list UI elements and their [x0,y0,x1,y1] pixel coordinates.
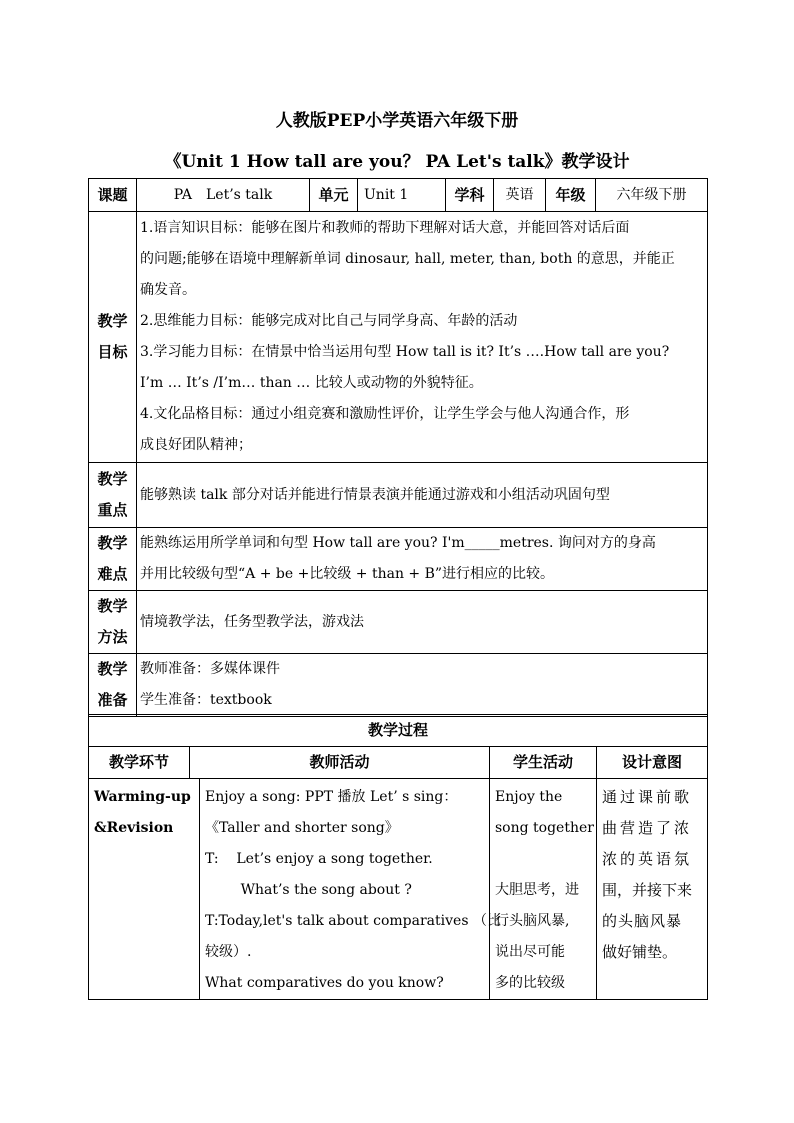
student-activity-spacer [495,844,592,875]
teacher-activity-line: T: Let’s enjoy a song together. [205,851,433,867]
goals-content [137,212,708,463]
preparation-label-2: 准备 [97,691,128,709]
design-intent-line: 浓的英语氛 [602,850,693,868]
grade-label: 年级 [546,179,596,212]
process-heading: 教学过程 [89,715,708,747]
student-activity-line: 说出尽可能 [495,944,565,960]
design-intent-line: 围，并接下来 [602,881,693,899]
methods-label-1: 教学 [97,597,128,615]
process-column-headers [89,747,708,779]
unit-value: Unit 1 [358,179,446,212]
student-activity-line: song together [495,820,594,836]
student-activity-line: Enjoy the [495,789,563,805]
difficulties-line: 能熟练运用所学单词和句型 How tall are you? I'm_____metres. 询问对方的身高 [140,535,656,551]
key-points-label-2: 重点 [97,501,128,519]
difficulties-label-1: 教学 [97,534,128,552]
info-row [89,179,708,212]
goal-line: 的问题;能够在语境中理解新单词 dinosaur, hall, meter, than, both 的意思，并能正 [140,251,675,267]
teacher-activity-line: T:Today,let's talk about comparatives （比 [205,913,501,929]
document-title: 人教版PEP小学英语六年级下册 [275,111,519,131]
process-row [89,779,708,1000]
goal-line: 2.思维能力目标：能够完成对比自己与同学身高、年龄的活动 [140,313,518,329]
teacher-activity-cell [200,779,501,1000]
methods-text: 情境教学法，任务型教学法，游戏法 [137,591,708,654]
col-stage: 教学环节 [89,747,190,779]
design-intent-line: 做好铺垫。 [602,943,678,961]
key-points-text: 能够熟读 talk 部分对话并能进行情景表演并能通过游戏和小组活动巩固句型 [137,463,708,528]
teaching-process-table [88,714,708,1000]
document-subtitle: 《Unit 1 How tall are you？ PA Let's talk》教学设计 [164,152,630,172]
difficulties-line: 并用比较级句型“A + be +比较级 + than + B”进行相应的比较。 [140,566,555,582]
key-points-row [89,463,708,528]
methods-row [89,591,708,654]
teacher-activity-line: What’s the song about ? [205,882,412,898]
preparation-label-1: 教学 [97,660,128,678]
goal-line: 3.学习能力目标：在情景中恰当运用句型 How tall is it? It’s ….How tall are you? [140,344,670,360]
goal-line: I’m … It’s /I’m… than … 比较人或动物的外貌特征。 [140,375,483,391]
preparation-row [89,654,708,717]
goals-label [89,212,137,463]
preparation-content [137,654,708,717]
teacher-activity-line: 《Taller and shorter song》 [205,820,399,836]
goal-line: 确发音。 [140,282,196,298]
difficulties-label-2: 难点 [97,565,128,583]
col-teacher: 教师活动 [190,747,490,779]
goals-label-2: 目标 [97,343,128,361]
stage-name-2: &Revision [94,820,174,836]
student-activity-cell [490,779,597,1000]
key-points-label [89,463,137,528]
student-activity-line: 多的比较级 [495,975,565,991]
unit-label: 单元 [310,179,358,212]
topic-value: PA Let’s talk [137,179,310,212]
teacher-activity-line: What comparatives do you know? [205,975,444,991]
design-intent-line: 曲营造了浓 [602,819,693,837]
student-preparation: 学生准备：textbook [140,692,272,708]
subject-value: 英语 [494,179,546,212]
design-intent-cell [597,779,708,1000]
subject-label: 学科 [446,179,494,212]
col-intent: 设计意图 [597,747,708,779]
goal-line: 成良好团队精神； [140,437,252,453]
goals-row [89,212,708,463]
methods-label [89,591,137,654]
methods-label-2: 方法 [97,628,128,646]
difficulties-row [89,528,708,591]
student-activity-line: 大胆思考，进 [495,882,579,898]
grade-value: 六年级下册 [596,179,708,212]
difficulties-content [137,528,708,591]
stage-cell [89,779,200,1000]
col-student: 学生活动 [490,747,597,779]
teacher-activity-line: 较级）. [205,944,252,960]
topic-label: 课题 [89,179,137,212]
preparation-label [89,654,137,717]
stage-name-1: Warming-up [94,789,191,805]
goal-line: 1.语言知识目标：能够在图片和教师的帮助下理解对话大意，并能回答对话后面 [140,220,630,236]
teacher-activity-line: Enjoy a song: PPT 播放 Let’ s sing： [205,789,458,805]
key-points-label-1: 教学 [97,470,128,488]
process-heading-row [89,715,708,747]
teacher-preparation: 教师准备：多媒体课件 [140,661,280,677]
lesson-info-table [88,178,708,717]
design-intent-line: 的头脑风暴 [602,912,683,930]
goals-label-1: 教学 [97,312,128,330]
difficulties-label [89,528,137,591]
student-activity-line: 行头脑风暴, [495,913,570,929]
goal-line: 4.文化品格目标：通过小组竞赛和激励性评价，让学生学会与他人沟通合作，形 [140,406,630,422]
design-intent-line: 通过课前歌 [602,788,693,806]
